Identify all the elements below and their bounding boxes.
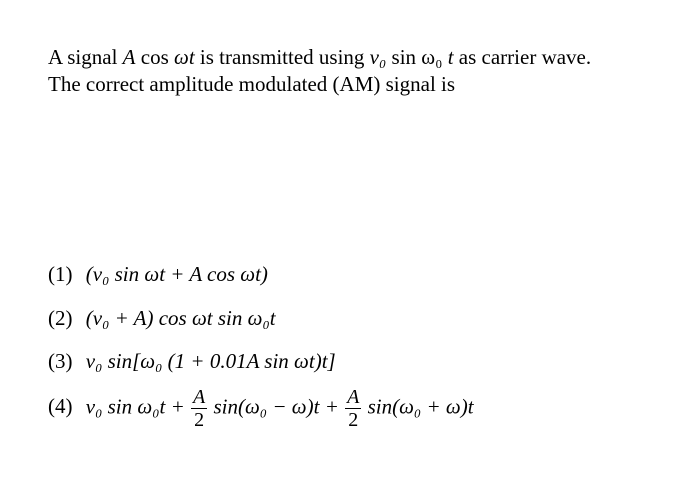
option-2[interactable]: [48, 306, 276, 331]
option-number: (4): [48, 394, 73, 419]
fraction-a-over-2: [345, 386, 361, 431]
q-text-5: as carrier wave.: [453, 45, 592, 69]
option-text: (v₀ + A) cos ωt sin ω₀t: [85, 306, 276, 330]
q-text-3: is transmitted using: [194, 45, 370, 69]
option-part-c: sin(ω₀ + ω)t: [367, 394, 474, 419]
option-4[interactable]: [48, 386, 474, 431]
option-1[interactable]: [48, 262, 268, 287]
fraction-denominator: 2: [348, 409, 359, 431]
q-omega-t: ωt: [174, 45, 195, 69]
option-text: v₀ sin[ω₀ (1 + 0.01A sin ωt)t]: [85, 349, 336, 373]
option-number: (1): [48, 262, 73, 286]
q-signal-amplitude: A: [122, 45, 136, 69]
fraction-numerator: A: [347, 386, 360, 408]
option-number: (3): [48, 349, 73, 373]
option-number: (2): [48, 306, 73, 330]
question-line-2: The correct amplitude modulated (AM) signal is: [48, 72, 456, 96]
q-time: t: [447, 45, 454, 69]
option-text: (v₀ sin ωt + A cos ωt): [85, 262, 268, 286]
fraction-numerator: A: [193, 386, 206, 408]
q-carrier-amplitude: v₀: [369, 45, 387, 69]
question-text: [48, 44, 688, 98]
option-3[interactable]: [48, 349, 336, 374]
question-line-1: [48, 44, 688, 71]
q-text-1: A signal: [48, 45, 123, 69]
q-text-2: cos: [135, 45, 174, 69]
option-part-b: sin(ω₀ − ω)t +: [213, 394, 339, 419]
fraction-a-over-2: [191, 386, 207, 431]
option-part-a: v₀ sin ω₀t +: [85, 394, 185, 419]
fraction-denominator: 2: [194, 409, 205, 431]
q-text-4: sin ω₀: [386, 45, 448, 69]
